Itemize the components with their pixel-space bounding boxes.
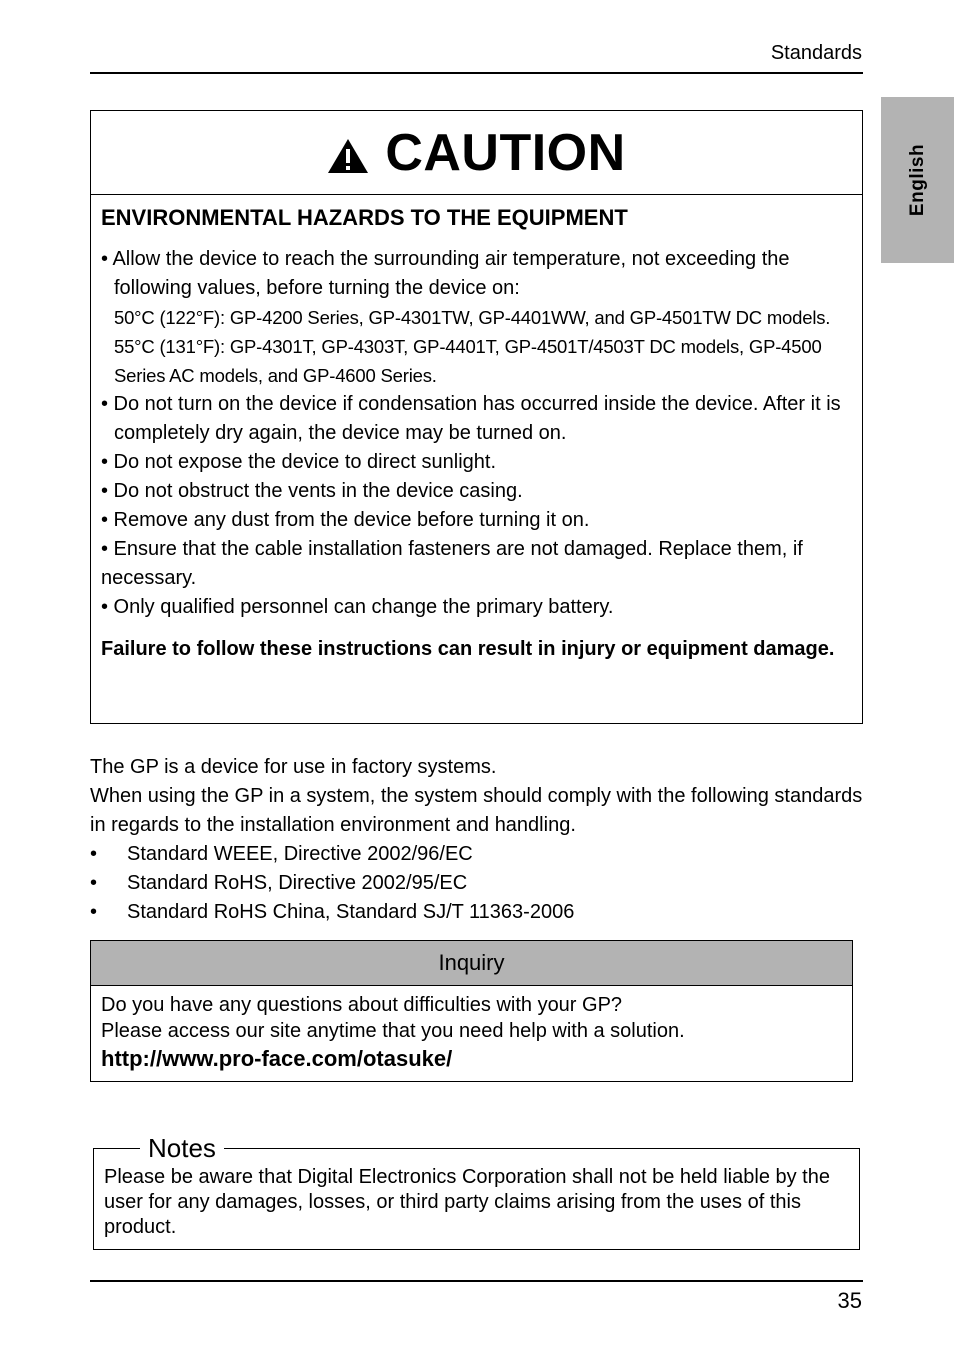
hazard-heading: ENVIRONMENTAL HAZARDS TO THE EQUIPMENT	[101, 205, 628, 230]
caution-item-vents: • Do not obstruct the vents in the device casing.	[101, 480, 523, 502]
inquiry-support-link[interactable]: http://www.pro-face.com/otasuke/	[101, 1046, 453, 1071]
caution-item-temperature: • Allow the device to reach the surrounding air temperature, not exceeding the following values, before turning the device on:	[101, 248, 790, 299]
page-header-title: Standards	[770, 42, 862, 64]
bullet-mark: •	[90, 843, 98, 865]
caution-title: CAUTION	[385, 123, 626, 182]
caution-warning-statement: Failure to follow these instructions can result in injury or equipment damage.	[101, 638, 835, 660]
notes-box	[93, 1133, 860, 1250]
caution-temp-limit-50: 50°C (122°F): GP-4200 Series, GP-4301TW, GP-4401WW, and GP-4501TW DC models.	[114, 307, 831, 328]
standard-name: Standard RoHS, Directive 2002/95/EC	[127, 872, 468, 894]
caution-item-fasteners: • Ensure that the cable installation fasteners are not damaged. Replace them, if necessary.	[101, 538, 803, 589]
caution-temp-limit-55: 55°C (131°F): GP-4301T, GP-4303T, GP-4401T, GP-4501T/4503T DC models, GP-4500 Series AC models, and GP-4600 Series.	[114, 336, 822, 386]
inquiry-line-2: Please access our site anytime that you need help with a solution.	[101, 1020, 685, 1042]
caution-box	[90, 110, 863, 724]
header-divider	[90, 72, 863, 74]
caution-title-bar	[91, 111, 862, 195]
bullet-mark: •	[90, 901, 98, 923]
language-tab	[881, 97, 954, 263]
standard-name: Standard RoHS China, Standard SJ/T 11363-2006	[127, 901, 575, 923]
standards-section	[90, 753, 870, 927]
inquiry-box	[90, 940, 853, 1082]
footer-divider	[90, 1280, 863, 1282]
standards-list	[90, 840, 870, 927]
warning-triangle-icon	[327, 138, 369, 174]
notes-title: Notes	[140, 1133, 224, 1163]
list-item	[90, 840, 870, 869]
caution-item-dust: • Remove any dust from the device before turning it on.	[101, 509, 590, 531]
page-number: 35	[837, 1288, 862, 1313]
inquiry-line-1: Do you have any questions about difficulties with your GP?	[101, 994, 623, 1016]
bullet-mark: •	[90, 872, 98, 894]
list-item	[90, 898, 870, 927]
notes-text: Please be aware that Digital Electronics Corporation shall not be held liable by the user for any damages, losses, or third party claims arising from the uses of this product.	[104, 1166, 830, 1238]
inquiry-title: Inquiry	[91, 941, 852, 986]
inquiry-body	[91, 986, 852, 1074]
standard-name: Standard WEEE, Directive 2002/96/EC	[127, 843, 473, 865]
standards-intro-line-1: The GP is a device for use in factory systems.	[90, 756, 497, 778]
language-tab-label: English	[906, 143, 928, 217]
caution-item-condensation: • Do not turn on the device if condensation has occurred inside the device. After it is completely dry again, the device may be turned on.	[101, 393, 841, 444]
caution-item-battery: • Only qualified personnel can change the primary battery.	[101, 596, 614, 618]
caution-body	[91, 195, 862, 664]
caution-item-sunlight: • Do not expose the device to direct sunlight.	[101, 451, 497, 473]
list-item	[90, 869, 870, 898]
standards-intro-line-2: When using the GP in a system, the system should comply with the following standards in regards to the installation environment and handling.	[90, 785, 863, 836]
